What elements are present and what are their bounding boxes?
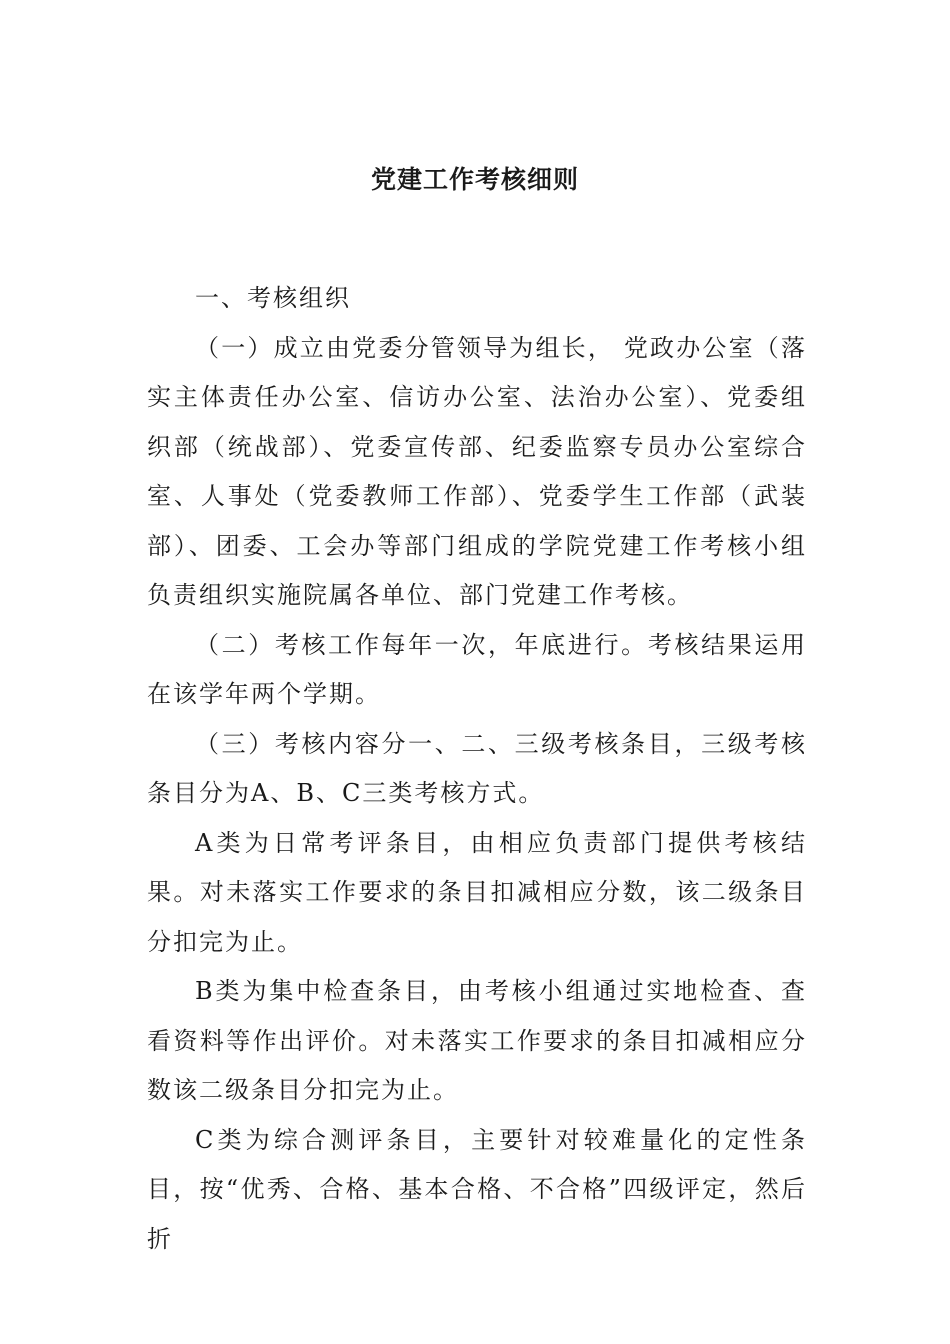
paragraph-category-c: C类为综合测评条目，主要针对较难量化的定性条目，按“优秀、合格、基本合格、不合格”四级评定，然后折	[147, 1125, 807, 1253]
paragraph-3: （三）考核内容分一、二、三级考核条目，三级考核条目分为A、B、C三类考核方式。	[147, 729, 807, 807]
paragraph-category-b: B类为集中检查条目，由考核小组通过实地检查、查看资料等作出评价。对未落实工作要求的条目扣减相应分数该二级条目分扣完为止。	[147, 977, 807, 1104]
paragraph-1: （一）成立由党委分管领导为组长， 党政办公室（落实主体责任办公室、信访办公室、法治办公室）、党委组织部（统战部）、党委宣传部、纪委监察专员办公室综合室、人事处（党委教师工作部）、党委学生工作部（武装部）、团委、工会办等部门组成的学院党建工作考核小组负责组织实施院属各单位、部门党建工作考核。	[147, 333, 807, 609]
document-title: 党建工作考核细则	[370, 165, 579, 194]
paragraph-category-a: A类为日常考评条目，由相应负责部门提供考核结果。对未落实工作要求的条目扣减相应分数，该二级条目分扣完为止。	[147, 828, 807, 956]
paragraph-2: （二）考核工作每年一次，年底进行。考核结果运用在该学年两个学期。	[147, 630, 807, 708]
section-heading-organization: 一、考核组织	[195, 284, 351, 312]
document-body	[147, 274, 807, 1264]
